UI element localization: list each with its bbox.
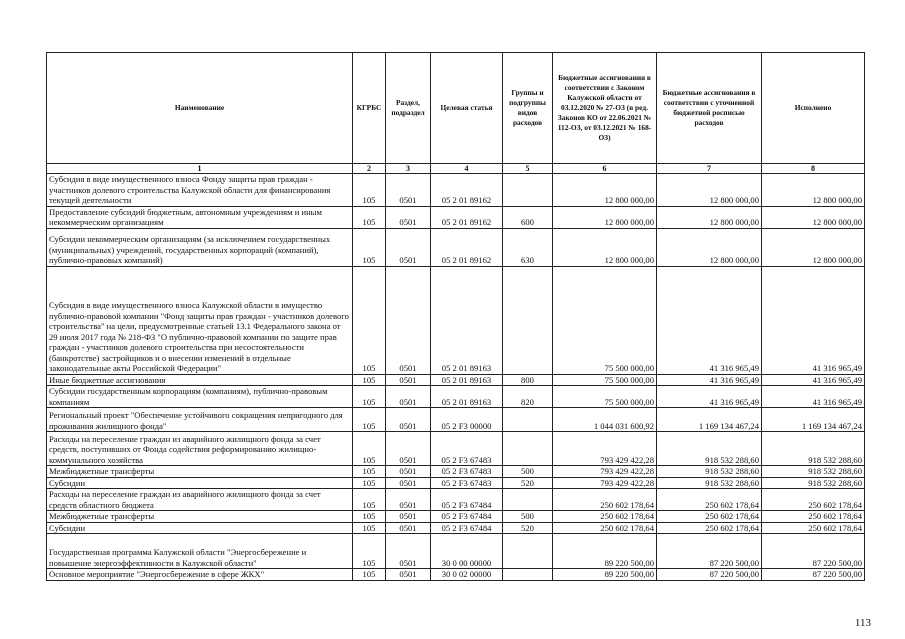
- row-executed: 41 316 965,49: [762, 266, 865, 374]
- row-razdel: 0501: [386, 228, 431, 266]
- row-name: Расходы на переселение граждан из аварийного жилищного фонда за счет средств областного бюджета: [47, 489, 353, 511]
- header-row: [47, 53, 865, 164]
- row-law-allocation: 75 500 000,00: [553, 386, 657, 408]
- row-law-allocation: 12 800 000,00: [553, 228, 657, 266]
- row-executed: 918 532 288,60: [762, 477, 865, 489]
- row-razdel: 0501: [386, 408, 431, 432]
- row-expense-group: [503, 266, 553, 374]
- row-razdel: 0501: [386, 569, 431, 581]
- row-name: Субсидия в виде имущественного взноса Калужской области в имущество публично-правовой компании "Фонд защиты прав граждан - участников долевого строительства" на цели, предусмотренные статьей 13.1 Федерального закона от 29 июля 2017 года № 218-ФЗ "О публично-правовой компании по защите прав граждан - участников долевого строительства при несостоятельности (банкротстве) застройщиков и о внесении изменений в отдельные законодательные акты Российской Федерации": [47, 266, 353, 374]
- row-name: Межбюджетные трансферты: [47, 466, 353, 478]
- row-executed: 41 316 965,49: [762, 374, 865, 386]
- table-row: [47, 522, 865, 534]
- row-expense-group: 820: [503, 386, 553, 408]
- table-row: [47, 386, 865, 408]
- row-expense-group: 520: [503, 522, 553, 534]
- row-razdel: 0501: [386, 477, 431, 489]
- row-executed: 250 602 178,64: [762, 489, 865, 511]
- row-revised-allocation: 250 602 178,64: [657, 511, 762, 523]
- row-revised-allocation: 250 602 178,64: [657, 522, 762, 534]
- row-kgrbs: 105: [353, 511, 386, 523]
- row-revised-allocation: 12 800 000,00: [657, 174, 762, 207]
- row-target-article: 05 2 F3 67483: [431, 466, 503, 478]
- row-target-article: 05 2 F3 67483: [431, 477, 503, 489]
- table-row: [47, 206, 865, 228]
- row-executed: 250 602 178,64: [762, 511, 865, 523]
- row-razdel: 0501: [386, 386, 431, 408]
- row-expense-group: 500: [503, 511, 553, 523]
- table-row: [47, 228, 865, 266]
- row-target-article: 05 2 01 89163: [431, 386, 503, 408]
- table-row: [47, 408, 865, 432]
- column-number-row: [47, 164, 865, 174]
- header-razdel: Раздел, подраздел: [386, 53, 431, 164]
- row-executed: 918 532 288,60: [762, 432, 865, 466]
- row-expense-group: [503, 408, 553, 432]
- row-razdel: 0501: [386, 174, 431, 207]
- row-razdel: 0501: [386, 206, 431, 228]
- row-law-allocation: 89 220 500,00: [553, 569, 657, 581]
- header-law-allocations: Бюджетные ассигнования в соответствии с Законом Калужской области от 03.12.2020 № 27-ОЗ (в ред. Законов КО от 22.06.2021 № 112-ОЗ, от 03.12.2021 № 168-ОЗ): [553, 53, 657, 164]
- row-name: Региональный проект "Обеспечение устойчивого сокращения непригодного для проживания жилищного фонда": [47, 408, 353, 432]
- row-executed: 12 800 000,00: [762, 174, 865, 207]
- row-razdel: 0501: [386, 511, 431, 523]
- row-kgrbs: 105: [353, 408, 386, 432]
- row-expense-group: 500: [503, 466, 553, 478]
- row-name: Государственная программа Калужской области "Энергосбережение и повышение энергоэффективности в Калужской области": [47, 534, 353, 569]
- row-target-article: 05 2 F3 67484: [431, 511, 503, 523]
- column-number: 8: [762, 164, 865, 174]
- table-row: [47, 477, 865, 489]
- row-revised-allocation: 250 602 178,64: [657, 489, 762, 511]
- budget-table: [46, 52, 865, 581]
- table-row: [47, 534, 865, 569]
- column-number: 2: [353, 164, 386, 174]
- row-law-allocation: 793 429 422,28: [553, 432, 657, 466]
- row-name: Субсидии государственным корпорациям (компаниям), публично-правовым компаниям: [47, 386, 353, 408]
- row-expense-group: 520: [503, 477, 553, 489]
- row-name: Субсидии некоммерческим организациям (за исключением государственных (муниципальных) учреждений, государственных корпораций (компаний), публично-правовых компаний): [47, 228, 353, 266]
- column-number: 6: [553, 164, 657, 174]
- row-law-allocation: 12 800 000,00: [553, 174, 657, 207]
- row-target-article: 05 2 F3 67484: [431, 522, 503, 534]
- row-target-article: 05 2 F3 67483: [431, 432, 503, 466]
- table-row: [47, 374, 865, 386]
- row-revised-allocation: 41 316 965,49: [657, 386, 762, 408]
- row-executed: 250 602 178,64: [762, 522, 865, 534]
- row-law-allocation: 793 429 422,28: [553, 477, 657, 489]
- row-expense-group: [503, 534, 553, 569]
- header-name: Наименование: [47, 53, 353, 164]
- row-kgrbs: 105: [353, 432, 386, 466]
- row-executed: 918 532 288,60: [762, 466, 865, 478]
- column-number: 5: [503, 164, 553, 174]
- row-target-article: 05 2 01 89162: [431, 228, 503, 266]
- row-target-article: 30 0 02 00000: [431, 569, 503, 581]
- row-expense-group: [503, 174, 553, 207]
- row-name: Субсидии: [47, 477, 353, 489]
- row-executed: 12 800 000,00: [762, 206, 865, 228]
- row-name: Субсидии: [47, 522, 353, 534]
- row-revised-allocation: 1 169 134 467,24: [657, 408, 762, 432]
- row-kgrbs: 105: [353, 374, 386, 386]
- column-number: 1: [47, 164, 353, 174]
- row-expense-group: [503, 432, 553, 466]
- row-razdel: 0501: [386, 522, 431, 534]
- row-kgrbs: 105: [353, 386, 386, 408]
- header-target-article: Целевая статья: [431, 53, 503, 164]
- row-revised-allocation: 87 220 500,00: [657, 534, 762, 569]
- header-kgrbs: КГРБС: [353, 53, 386, 164]
- row-law-allocation: 250 602 178,64: [553, 511, 657, 523]
- row-target-article: 05 2 01 89163: [431, 266, 503, 374]
- row-executed: 1 169 134 467,24: [762, 408, 865, 432]
- row-kgrbs: 105: [353, 266, 386, 374]
- row-revised-allocation: 12 800 000,00: [657, 206, 762, 228]
- table-row: [47, 466, 865, 478]
- row-law-allocation: 12 800 000,00: [553, 206, 657, 228]
- row-law-allocation: 75 500 000,00: [553, 374, 657, 386]
- row-razdel: 0501: [386, 466, 431, 478]
- row-law-allocation: 75 500 000,00: [553, 266, 657, 374]
- row-expense-group: 800: [503, 374, 553, 386]
- row-revised-allocation: 41 316 965,49: [657, 374, 762, 386]
- row-kgrbs: 105: [353, 477, 386, 489]
- row-target-article: 05 2 01 89162: [431, 206, 503, 228]
- row-name: Межбюджетные трансферты: [47, 511, 353, 523]
- table-row: [47, 432, 865, 466]
- row-kgrbs: 105: [353, 489, 386, 511]
- row-law-allocation: 793 429 422,28: [553, 466, 657, 478]
- table-row: [47, 489, 865, 511]
- row-expense-group: [503, 569, 553, 581]
- row-target-article: 05 2 F3 00000: [431, 408, 503, 432]
- row-target-article: 05 2 F3 67484: [431, 489, 503, 511]
- row-name: Субсидия в виде имущественного взноса Фонду защиты прав граждан - участников долевого строительства Калужской области для финансирования текущей деятельности: [47, 174, 353, 207]
- column-number: 3: [386, 164, 431, 174]
- row-expense-group: 630: [503, 228, 553, 266]
- row-revised-allocation: 918 532 288,60: [657, 477, 762, 489]
- row-kgrbs: 105: [353, 228, 386, 266]
- row-kgrbs: 105: [353, 522, 386, 534]
- row-law-allocation: 89 220 500,00: [553, 534, 657, 569]
- row-kgrbs: 105: [353, 534, 386, 569]
- header-executed: Исполнено: [762, 53, 865, 164]
- row-name: Основное мероприятие "Энергосбережение в сфере ЖКХ": [47, 569, 353, 581]
- row-executed: 41 316 965,49: [762, 386, 865, 408]
- row-razdel: 0501: [386, 266, 431, 374]
- row-expense-group: [503, 489, 553, 511]
- row-name: Расходы на переселение граждан из аварийного жилищного фонда за счет средств, поступивших от Фонда содействия реформированию жилищно-коммунального хозяйства: [47, 432, 353, 466]
- page-number: 113: [854, 617, 871, 629]
- row-revised-allocation: 12 800 000,00: [657, 228, 762, 266]
- row-kgrbs: 105: [353, 174, 386, 207]
- row-target-article: 30 0 00 00000: [431, 534, 503, 569]
- table-row: [47, 569, 865, 581]
- row-target-article: 05 2 01 89163: [431, 374, 503, 386]
- row-revised-allocation: 87 220 500,00: [657, 569, 762, 581]
- row-kgrbs: 105: [353, 466, 386, 478]
- row-target-article: 05 2 01 89162: [431, 174, 503, 207]
- row-revised-allocation: 918 532 288,60: [657, 432, 762, 466]
- table-row: [47, 174, 865, 207]
- row-name: Предоставление субсидий бюджетным, автономным учреждениям и иным некоммерческим организациям: [47, 206, 353, 228]
- row-razdel: 0501: [386, 374, 431, 386]
- row-kgrbs: 105: [353, 206, 386, 228]
- row-law-allocation: 250 602 178,64: [553, 522, 657, 534]
- row-law-allocation: 1 044 031 600,92: [553, 408, 657, 432]
- table-row: [47, 511, 865, 523]
- column-number: 4: [431, 164, 503, 174]
- row-name: Иные бюджетные ассигнования: [47, 374, 353, 386]
- header-revised-allocations: Бюджетные ассигнования в соответствии с уточненной бюджетной росписью расходов: [657, 53, 762, 164]
- row-expense-group: 600: [503, 206, 553, 228]
- header-expense-groups: Группы и подгруппы видов расходов: [503, 53, 553, 164]
- row-law-allocation: 250 602 178,64: [553, 489, 657, 511]
- row-executed: 87 220 500,00: [762, 534, 865, 569]
- table-row: [47, 266, 865, 374]
- row-revised-allocation: 918 532 288,60: [657, 466, 762, 478]
- row-kgrbs: 105: [353, 569, 386, 581]
- column-number: 7: [657, 164, 762, 174]
- row-razdel: 0501: [386, 489, 431, 511]
- row-razdel: 0501: [386, 534, 431, 569]
- row-executed: 87 220 500,00: [762, 569, 865, 581]
- row-revised-allocation: 41 316 965,49: [657, 266, 762, 374]
- row-executed: 12 800 000,00: [762, 228, 865, 266]
- row-razdel: 0501: [386, 432, 431, 466]
